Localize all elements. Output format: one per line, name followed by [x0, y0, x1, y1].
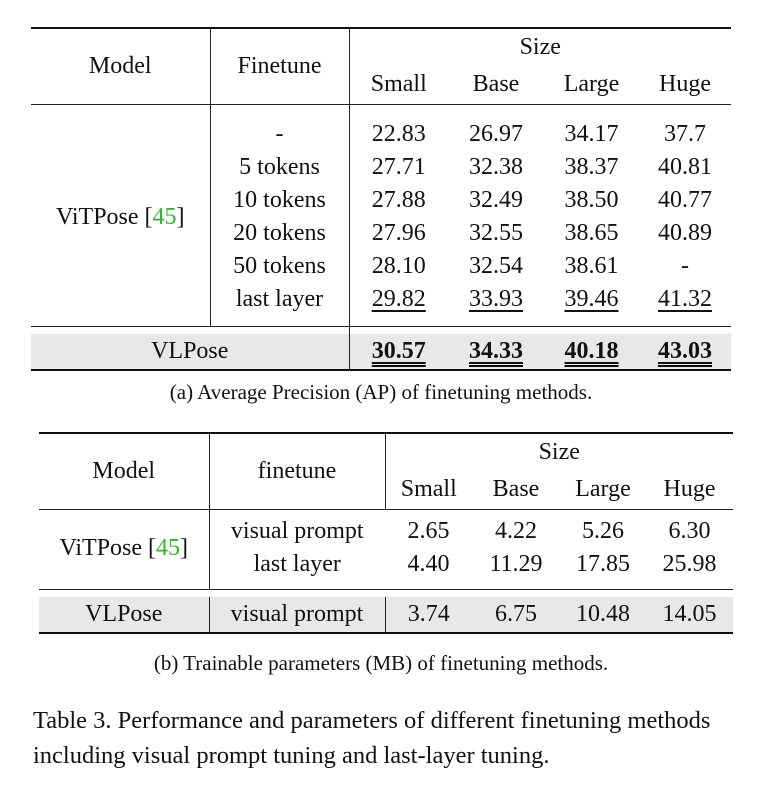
header-col-small: Small: [385, 471, 472, 509]
table-row: ViTPose [45] visual prompt 2.65 4.22 5.26 6.30: [39, 515, 733, 548]
table-a: [31, 27, 731, 371]
header-col-huge: Huge: [639, 66, 731, 104]
table-row: last layer 29.82 33.93 39.46 41.32: [31, 283, 731, 316]
header-col-large: Large: [544, 66, 639, 104]
header-finetune: Finetune: [210, 28, 349, 104]
header-col-base: Base: [472, 471, 560, 509]
table-b: [39, 432, 733, 634]
header-col-large: Large: [560, 471, 646, 509]
header-size: Size: [385, 433, 733, 471]
vitpose-label: ViTPose [45]: [59, 534, 189, 561]
table-row: ViTPose [45] - 22.83 26.97 34.17 37.7: [31, 118, 731, 151]
header-col-base: Base: [448, 66, 544, 104]
table-a-caption: (a) Average Precision (AP) of finetuning methods.: [169, 380, 593, 404]
table-row: 5 tokens 27.71 32.38 38.37 40.81: [31, 151, 731, 184]
vlpose-row: VLPose visual prompt 3.74 6.75 10.48 14.05: [39, 597, 733, 633]
header-col-huge: Huge: [646, 471, 733, 509]
table-row: 10 tokens 27.88 32.49 38.50 40.77: [31, 184, 731, 217]
table-row: 20 tokens 27.96 32.55 38.65 40.89: [31, 217, 731, 250]
header-size: Size: [349, 28, 731, 66]
header-finetune: finetune: [209, 433, 385, 509]
table-b-caption: (b) Trainable parameters (MB) of finetuning methods.: [153, 651, 609, 675]
citation-link[interactable]: 45: [156, 534, 181, 561]
vlpose-label: VLPose: [39, 597, 209, 633]
header-model: Model: [31, 28, 210, 104]
header-model: Model: [39, 433, 209, 509]
vlpose-label: VLPose: [31, 334, 349, 370]
citation-link[interactable]: 45: [152, 203, 177, 230]
table-row: last layer 4.40 11.29 17.85 25.98: [39, 548, 733, 581]
vitpose-label: ViTPose [45]: [55, 203, 185, 230]
main-caption: Table 3. Performance and parameters of different finetuning methods including visual prompt tuning and last-layer tuning.: [33, 707, 711, 769]
table-row: 50 tokens 28.10 32.54 38.61 -: [31, 250, 731, 283]
vlpose-row: VLPose 30.57 34.33 40.18 43.03: [31, 334, 731, 370]
header-col-small: Small: [349, 66, 448, 104]
